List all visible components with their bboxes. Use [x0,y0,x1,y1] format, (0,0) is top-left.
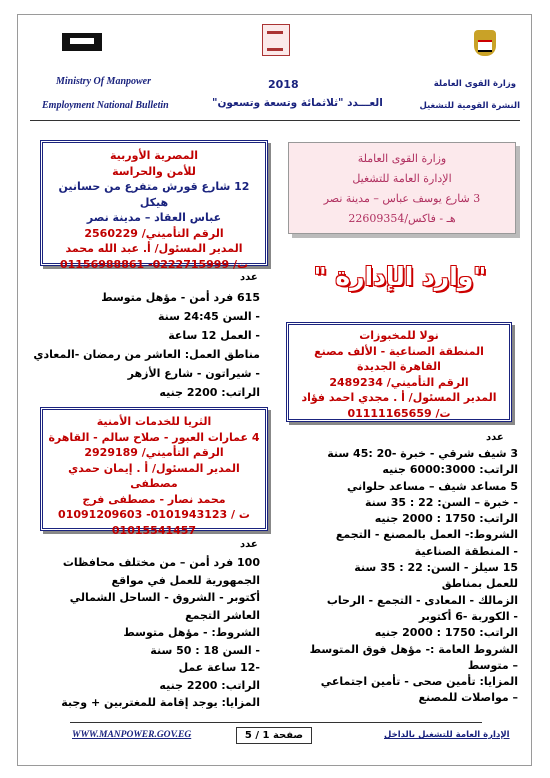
insurance-number: الرقم التأميني/ 2489234 [329,375,469,389]
job-line: الراتب: 2200 جنيه [159,678,260,692]
ministry-box-line2: الإدارة العامة للتشغيل [352,172,452,185]
job-line: الراتب: 2200 جنيه [159,386,260,399]
company-name: الثريا للخدمات الأمنية [96,415,212,428]
company-address: 12 شارع قورش متفرع من حسانين هيكل [58,180,250,209]
ministry-box-line1: وزارة القوى العاملة [357,152,447,165]
company-address-2: القاهرة الجديدة [357,360,441,373]
job-line: 100 فرد أمن – من مختلف محافظات [62,556,260,569]
job-line: 3 شيف شرقي - خبرة -20 :45 سنة [327,447,518,460]
bulletin-ar: النشرة القومية للتشغيل [419,101,520,111]
company-box-bakery [286,322,512,422]
header-divider [30,120,520,121]
job-line: 615 فرد أمن - مؤهل متوسط [101,291,260,304]
phones: ت/ 0222715999- 01156988861 [59,257,249,271]
job-line: - السن 18 : 50 سنة [150,643,260,657]
count-label: عدد [240,272,258,283]
insurance-number: الرقم التأميني/ 2560229 [84,226,224,240]
year: 2018 [268,78,299,91]
phones-2: 01015541457 [111,523,197,537]
job-line: للعمل بمناطق [441,577,518,591]
job-line: - المنطقة الصناعية [414,544,518,558]
company-box-thuraya [40,407,268,537]
job-line: الراتب: 1750 : 2000 جنيه [374,512,518,526]
job-line: - خبرة – السن: 22 : 35 سنة [364,495,518,509]
issue-number: العـــدد "ثلاثمائة وتسعة وتسعون" [212,97,383,109]
ministry-address-box [288,142,516,234]
job-line: – متوسط [467,658,518,672]
job-line: – مواصلات للمصنع [418,691,518,705]
ministry-box-line4: هـ - فاكس/22609354 [348,212,456,225]
job-line: - العمل 12 ساعة [168,329,260,342]
manager: المدير المسئول/ أ. عبد الله محمد [65,242,243,255]
manager: المدير المسئول/ أ . مجدي احمد فؤاد [301,391,497,404]
manager: المدير المسئول/ أ . إيمان حمدي مصطفى [68,461,240,490]
website-link[interactable]: WWW.MANPOWER.GOV.EG [72,730,192,740]
jobs-list-thuraya [24,554,260,712]
company-name: نولا للمخبوزات [359,329,439,342]
ministry-logo-icon [262,24,290,56]
company-name-2: للأمن والحراسة [112,164,196,178]
job-line: العاشر التجمع [185,608,260,622]
company-address-2: عباس العقاد – مدينة نصر [86,211,222,224]
job-line: - السن 24:45 سنة [157,310,260,323]
bulletin-en: Employment National Bulletin [42,100,169,111]
ministry-box-line3: 3 شارع يوسف عباس – مدينة نصر [323,192,481,205]
count-label: عدد [240,539,258,550]
job-line: -12 ساعة عمل [178,661,260,674]
job-line: المزايا: تأمين صحى - تأمين اجتماعي [320,675,518,689]
job-line: أكتوبر - الشروق - الساحل الشمالي [69,591,260,604]
job-line: مناطق العمل: العاشر من رمضان -المعادي [33,348,260,361]
ministry-ar: وزارة القوى العاملة [433,79,516,89]
phones: ت/ 01111165659 [347,406,451,420]
job-line: 5 مساعد شيف – مساعد حلواني [346,479,518,493]
page-number: صفحة 1 / 5 [236,727,312,744]
insurance-number: الرقم التأميني/ 2929189 [84,446,224,459]
section-title: "وارد الإدارة " [313,262,487,291]
job-line: الشروط: - مؤهل متوسط [123,626,260,639]
eagle-emblem-icon [474,30,496,56]
footer-department: الإدارة العامة للتشغيل بالداخل [384,730,510,740]
company-address: 4 عمارات العبور - صلاح سالم - القاهرة [48,430,260,444]
job-line: 15 سيلز - السن: 22 : 35 سنة [354,561,518,575]
company-name: المصرية الأوربية [109,149,198,162]
job-line: المزايا: يوجد إقامة للمغتربين + وجبة [61,696,260,709]
flag-logo-icon [62,33,102,51]
footer-divider [70,722,482,723]
job-line: الشروط العامة :- مؤهل فوق المتوسط [309,642,518,656]
company-address: المنطقة الصناعية - الألف مصنع [314,344,484,358]
job-line: - الكوربة -6 أكتوبر [418,609,518,623]
job-line: الجمهورية للعمل في مواقع [111,573,260,587]
job-line: الراتب: 6000:3000 جنيه [382,463,518,477]
job-line: الشروط:- العمل بالمصنع - التجمع [335,528,518,542]
job-line: - شيراتون - شارع الأزهر [127,367,260,380]
count-label: عدد [486,432,504,443]
jobs-list-bakery [292,446,518,707]
manager-2: محمد نصار - مصطفى فرج [82,492,226,506]
job-line: الزمالك - المعادى - التجمع - الرحاب [326,593,518,607]
jobs-list-security [30,288,260,402]
phones: ت / 0101943123- 01091209603 [58,508,250,521]
job-line: الراتب: 1750 : 2000 جنيه [374,626,518,640]
company-box-security [40,140,268,271]
ministry-en: Ministry Of Manpower [56,76,152,87]
